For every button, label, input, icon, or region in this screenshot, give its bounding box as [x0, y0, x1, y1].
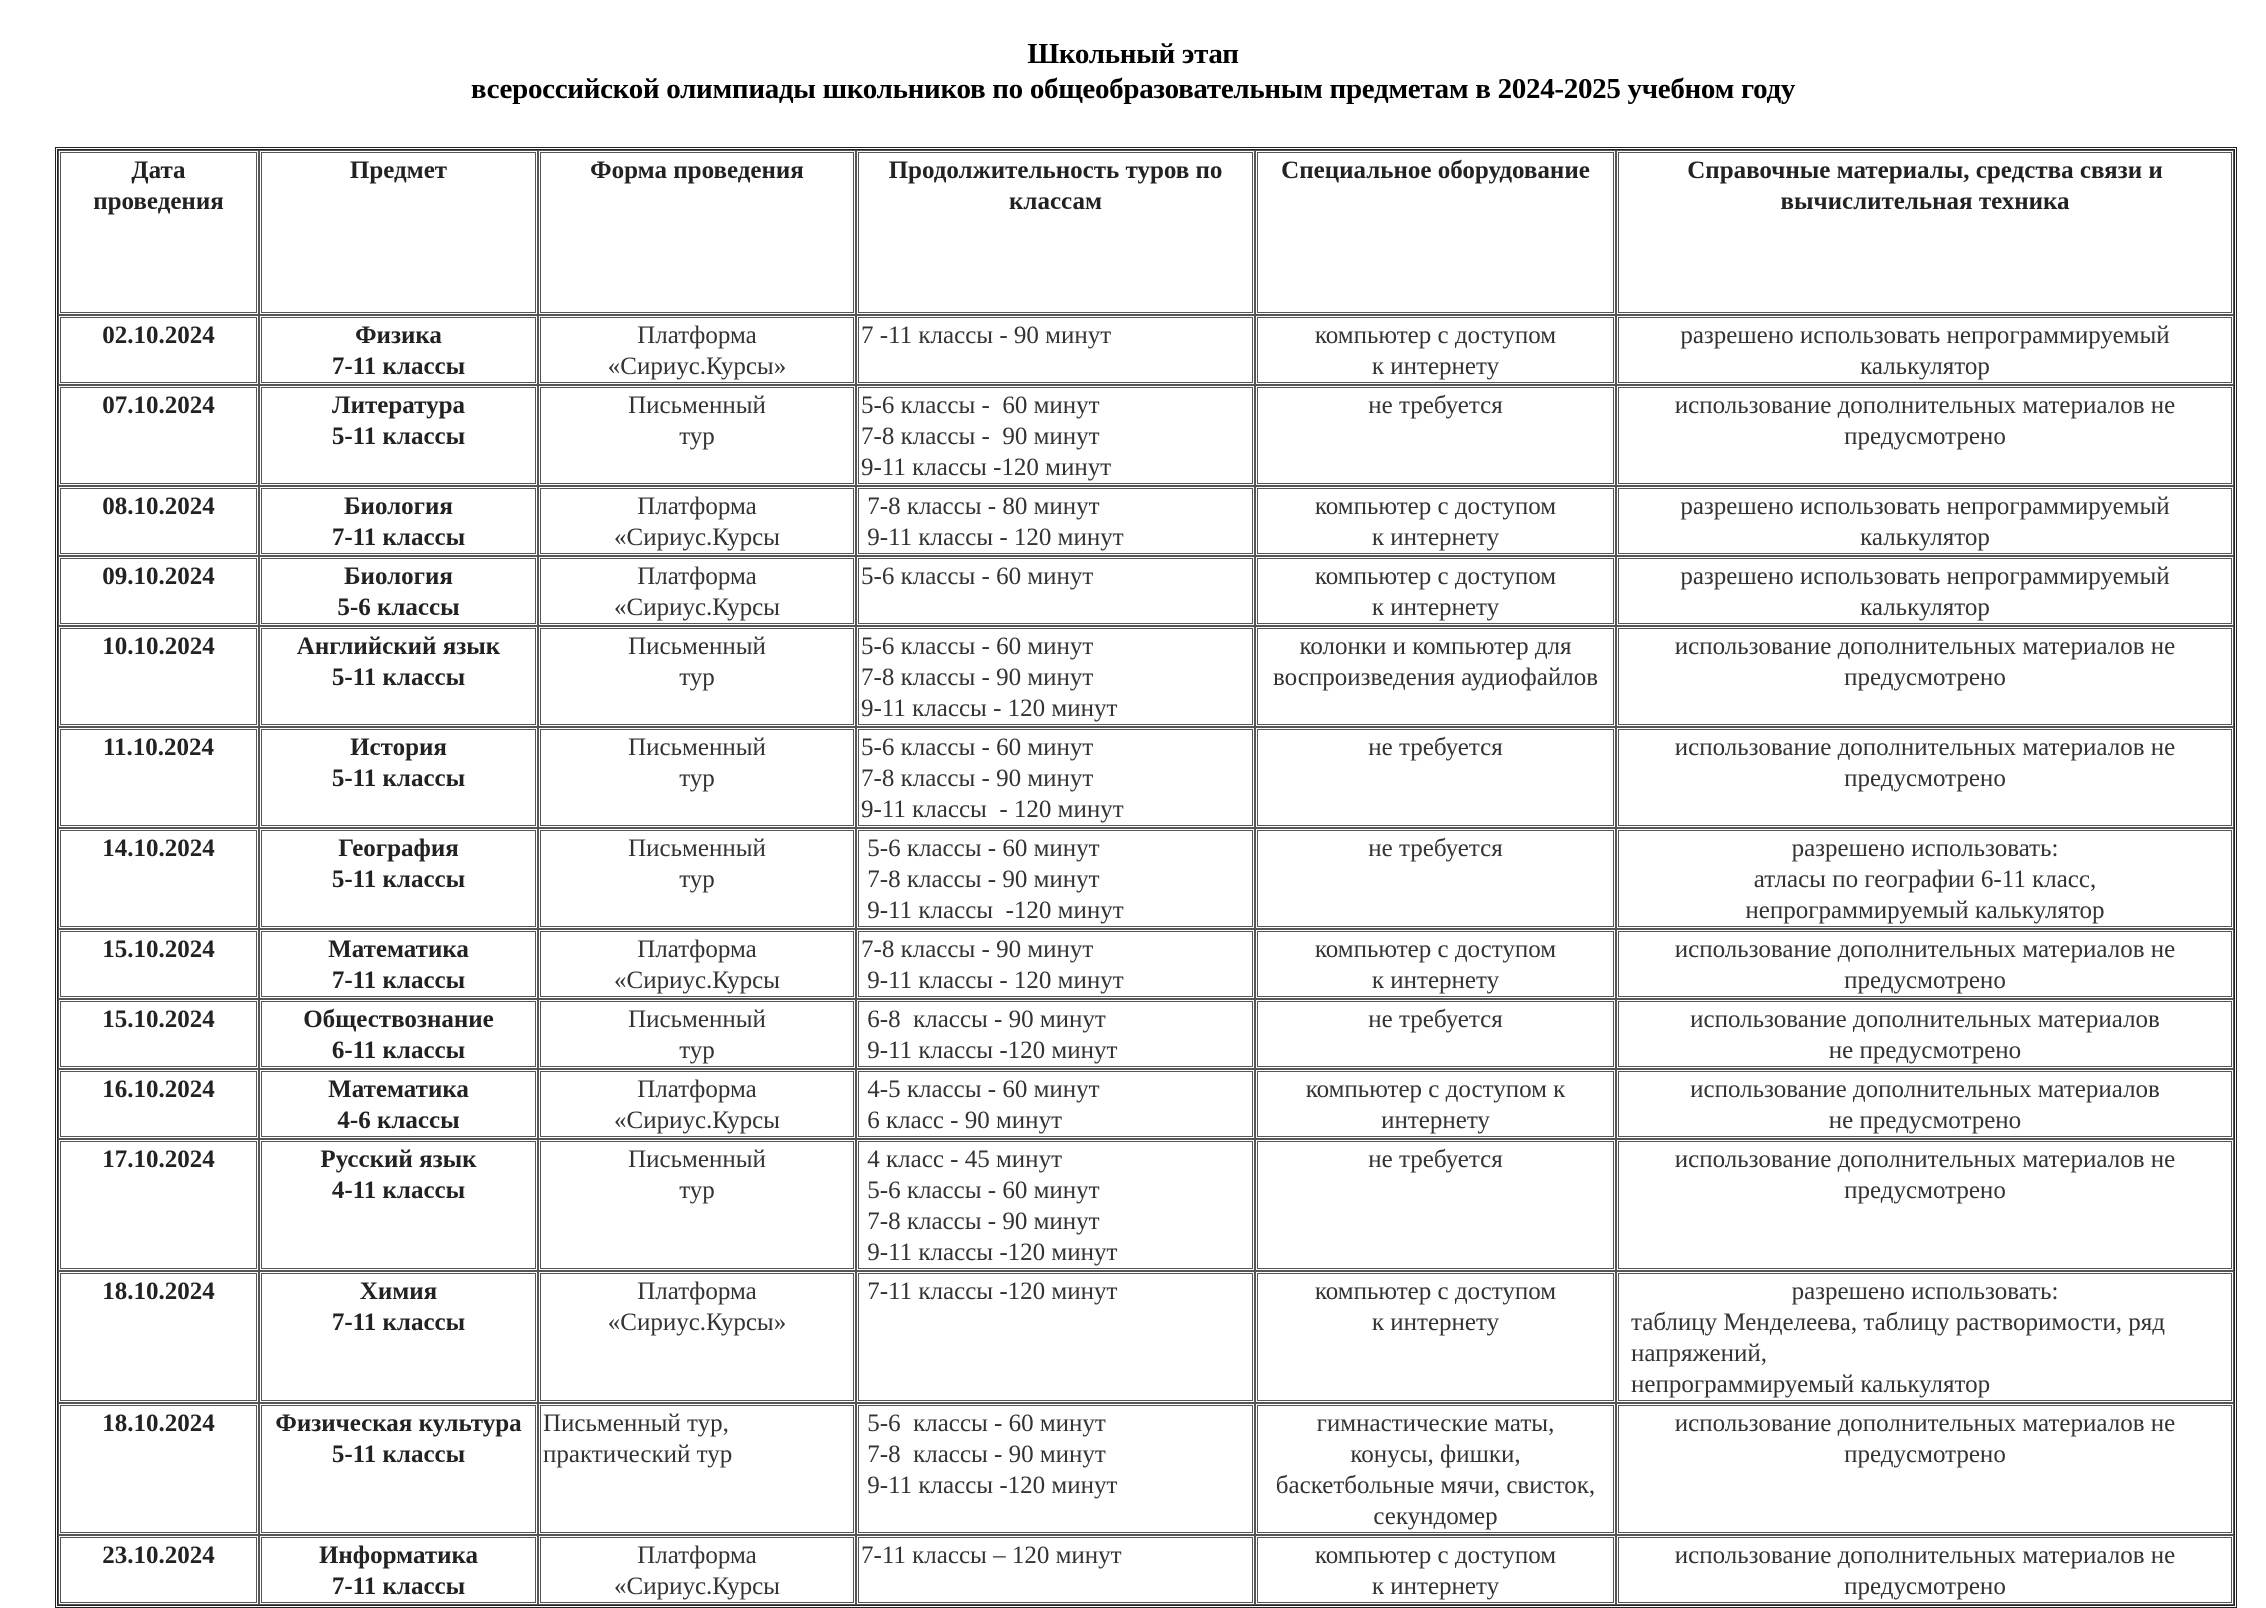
form-cell — [538, 385, 856, 486]
table-row — [58, 999, 2234, 1069]
document-subtitle: всероссийской олимпиады школьников по общеобразовательным предметам в 2024-2025 учебном году — [470, 73, 1796, 105]
duration-cell — [856, 828, 1255, 929]
subject-cell-line: 6-11 классы — [331, 1037, 466, 1064]
form-cell-line: «Сириус.Курсы — [614, 967, 780, 994]
reference-cell — [1616, 1271, 2234, 1403]
form-cell — [538, 1069, 856, 1139]
header-line: Специальное оборудование — [1281, 157, 1590, 184]
subject-cell-line: Английский язык — [296, 633, 501, 660]
column-header-equipment — [1255, 150, 1616, 315]
form-cell-line: «Сириус.Курсы — [614, 1573, 780, 1600]
header-line: вычислительная техника — [1780, 188, 2070, 215]
equipment-cell-line: интернету — [1381, 1107, 1490, 1134]
subject-cell-line: Биология — [344, 493, 453, 520]
subject-cell-line: 5-11 классы — [331, 1441, 466, 1468]
date-cell: 15.10.2024 — [58, 999, 259, 1069]
equipment-cell-line: баскетбольные мячи, свисток, — [1275, 1472, 1596, 1499]
equipment-cell — [1255, 1069, 1616, 1139]
reference-cell — [1616, 556, 2234, 626]
duration-cell-line: 9-11 классы -120 минут — [861, 1037, 1118, 1064]
subject-cell-line: Биология — [344, 563, 453, 590]
table-body — [58, 315, 2234, 1605]
duration-cell-line: 9-11 классы - 120 минут — [861, 524, 1124, 551]
table-row — [58, 1069, 2234, 1139]
subject-cell — [259, 999, 538, 1069]
reference-cell — [1616, 1403, 2234, 1535]
form-cell-line: Платформа — [637, 1542, 757, 1569]
duration-cell-line: 9-11 классы -120 минут — [861, 1472, 1118, 1499]
header-line: Дата — [131, 157, 186, 184]
form-cell — [538, 929, 856, 999]
subject-cell-line: География — [338, 835, 459, 862]
reference-cell — [1616, 727, 2234, 828]
duration-cell-line: 5-6 классы - 60 минут — [861, 734, 1094, 761]
date-cell: 16.10.2024 — [58, 1069, 259, 1139]
date-cell: 18.10.2024 — [58, 1403, 259, 1535]
date-cell: 23.10.2024 — [58, 1535, 259, 1605]
date-cell: 15.10.2024 — [58, 929, 259, 999]
reference-cell — [1616, 315, 2234, 385]
equipment-cell-line: секундомер — [1373, 1503, 1498, 1530]
subject-cell — [259, 1403, 538, 1535]
subject-cell — [259, 1139, 538, 1271]
duration-cell-line: 9-11 классы -120 минут — [861, 454, 1112, 481]
form-cell-line: практический тур — [543, 1441, 733, 1468]
header-line: Форма проведения — [590, 157, 804, 184]
reference-cell-line: использование дополнительных материалов не — [1674, 936, 2176, 963]
equipment-cell-line: к интернету — [1371, 1573, 1500, 1600]
duration-cell — [856, 315, 1255, 385]
reference-cell-line: непрограммируемый калькулятор — [1745, 897, 2105, 924]
duration-cell-line: 9-11 классы -120 минут — [861, 897, 1124, 924]
reference-cell-line: не предусмотрено — [1828, 1107, 2022, 1134]
reference-cell-line: предусмотрено — [1844, 765, 2006, 792]
date-cell: 18.10.2024 — [58, 1271, 259, 1403]
equipment-cell-line: к интернету — [1371, 353, 1500, 380]
form-cell-line: «Сириус.Курсы» — [607, 353, 787, 380]
form-cell — [538, 556, 856, 626]
duration-cell — [856, 385, 1255, 486]
reference-cell — [1616, 828, 2234, 929]
duration-cell-line: 5-6 классы - 60 минут — [861, 1410, 1106, 1437]
reference-cell-line: предусмотрено — [1844, 1177, 2006, 1204]
table-row — [58, 1403, 2234, 1535]
reference-cell-line: использование дополнительных материалов не — [1674, 1410, 2176, 1437]
equipment-cell-line: компьютер с доступом — [1314, 1542, 1557, 1569]
subject-cell — [259, 1069, 538, 1139]
equipment-cell-line: компьютер с доступом — [1314, 936, 1557, 963]
reference-cell-line: предусмотрено — [1844, 664, 2006, 691]
reference-cell-line: использование дополнительных материалов не — [1674, 633, 2176, 660]
form-cell-line: Письменный — [628, 633, 766, 660]
subject-cell-line: Математика — [328, 1076, 469, 1103]
subject-cell-line: 4-6 классы — [337, 1107, 460, 1134]
table-row — [58, 1535, 2234, 1605]
duration-cell-line: 7-8 классы - 90 минут — [861, 1441, 1106, 1468]
form-cell-line: Платформа — [637, 1278, 757, 1305]
subject-cell-line: Обществознание — [303, 1006, 494, 1033]
header-line: Продолжительность туров по — [888, 157, 1223, 184]
subject-cell-line: 7-11 классы — [331, 967, 466, 994]
duration-cell — [856, 727, 1255, 828]
subject-cell-line: 5-11 классы — [331, 866, 466, 893]
form-cell-line: Платформа — [637, 493, 757, 520]
duration-cell — [856, 556, 1255, 626]
subject-cell-line: 7-11 классы — [331, 1309, 466, 1336]
duration-cell-line: 5-6 классы - 60 минут — [861, 563, 1094, 590]
reference-cell — [1616, 486, 2234, 556]
subject-cell-line: Литература — [331, 392, 466, 419]
equipment-cell — [1255, 999, 1616, 1069]
table-header-row — [58, 150, 2234, 315]
duration-cell — [856, 1535, 1255, 1605]
duration-cell-line: 7-11 классы – 120 минут — [861, 1542, 1122, 1569]
duration-cell — [856, 1069, 1255, 1139]
form-cell-line: Письменный — [628, 734, 766, 761]
reference-cell — [1616, 999, 2234, 1069]
reference-cell — [1616, 1069, 2234, 1139]
reference-cell-line: калькулятор — [1860, 524, 1990, 551]
reference-cell-line: непрограммируемый калькулятор — [1631, 1371, 1991, 1398]
duration-cell — [856, 929, 1255, 999]
reference-cell-line: разрешено использовать непрограммируемый — [1680, 322, 2170, 349]
form-cell — [538, 727, 856, 828]
date-cell: 07.10.2024 — [58, 385, 259, 486]
date-cell: 08.10.2024 — [58, 486, 259, 556]
duration-cell-line: 9-11 классы - 120 минут — [861, 796, 1124, 823]
equipment-cell-line: колонки и компьютер для — [1299, 633, 1572, 660]
date-cell: 09.10.2024 — [58, 556, 259, 626]
subject-cell — [259, 1535, 538, 1605]
subject-cell-line: Информатика — [318, 1542, 479, 1569]
subject-cell — [259, 929, 538, 999]
reference-cell-line: использование дополнительных материалов не — [1674, 1146, 2176, 1173]
duration-cell-line: 9-11 классы - 120 минут — [861, 967, 1124, 994]
form-cell — [538, 999, 856, 1069]
form-cell — [538, 1535, 856, 1605]
header-line: классам — [1009, 188, 1102, 215]
equipment-cell-line: компьютер с доступом — [1314, 493, 1557, 520]
reference-cell-line: калькулятор — [1860, 594, 1990, 621]
subject-cell — [259, 556, 538, 626]
subject-cell-line: История — [350, 734, 447, 761]
form-cell-line: Письменный — [628, 392, 766, 419]
equipment-cell-line: к интернету — [1371, 524, 1500, 551]
equipment-cell — [1255, 929, 1616, 999]
duration-cell-line: 7-11 классы -120 минут — [861, 1278, 1118, 1305]
table-row — [58, 1271, 2234, 1403]
equipment-cell-line: не требуется — [1368, 835, 1503, 862]
reference-cell-line: предусмотрено — [1844, 967, 2006, 994]
date-cell: 14.10.2024 — [58, 828, 259, 929]
form-cell-line: «Сириус.Курсы — [614, 594, 780, 621]
subject-cell — [259, 385, 538, 486]
table-row — [58, 828, 2234, 929]
reference-cell — [1616, 1139, 2234, 1271]
subject-cell — [259, 486, 538, 556]
equipment-cell-line: гимнастические маты, — [1316, 1410, 1555, 1437]
duration-cell-line: 7-8 классы - 90 минут — [861, 1208, 1100, 1235]
form-cell-line: «Сириус.Курсы — [614, 1107, 780, 1134]
reference-cell-line: разрешено использовать непрограммируемый — [1680, 493, 2170, 520]
table-row — [58, 1139, 2234, 1271]
table-row — [58, 626, 2234, 727]
subject-cell — [259, 626, 538, 727]
duration-cell-line: 7-8 классы - 90 минут — [861, 866, 1100, 893]
duration-cell-line: 7 -11 классы - 90 минут — [861, 322, 1112, 349]
reference-cell — [1616, 1535, 2234, 1605]
form-cell-line: Письменный — [628, 835, 766, 862]
olympiad-schedule-table — [55, 147, 2237, 1608]
duration-cell-line: 4-5 классы - 60 минут — [861, 1076, 1100, 1103]
duration-cell-line: 4 класс - 45 минут — [861, 1146, 1062, 1173]
equipment-cell-line: не требуется — [1368, 734, 1503, 761]
duration-cell-line: 7-8 классы - 90 минут — [861, 664, 1094, 691]
reference-cell-line: калькулятор — [1860, 353, 1990, 380]
reference-cell — [1616, 385, 2234, 486]
subject-cell-line: 7-11 классы — [331, 1573, 466, 1600]
duration-cell — [856, 1139, 1255, 1271]
header-line: проведения — [93, 188, 224, 215]
form-cell-line: Платформа — [637, 1076, 757, 1103]
form-cell-line: Платформа — [637, 936, 757, 963]
duration-cell — [856, 486, 1255, 556]
equipment-cell — [1255, 315, 1616, 385]
equipment-cell-line: компьютер с доступом — [1314, 1278, 1557, 1305]
reference-cell-line: использование дополнительных материалов — [1690, 1006, 2160, 1033]
duration-cell-line: 5-6 классы - 60 минут — [861, 1177, 1100, 1204]
equipment-cell — [1255, 727, 1616, 828]
equipment-cell-line: компьютер с доступом — [1314, 563, 1557, 590]
equipment-cell — [1255, 1403, 1616, 1535]
duration-cell-line: 9-11 классы -120 минут — [861, 1239, 1118, 1266]
form-cell-line: тур — [679, 423, 715, 450]
subject-cell-line: 5-6 классы — [337, 594, 460, 621]
column-header-form — [538, 150, 856, 315]
form-cell — [538, 626, 856, 727]
subject-cell-line: Физика — [355, 322, 442, 349]
column-header-date — [58, 150, 259, 315]
form-cell-line: тур — [679, 664, 715, 691]
form-cell — [538, 1403, 856, 1535]
subject-cell-line: Физическая культура — [275, 1410, 522, 1437]
duration-cell-line: 6-8 классы - 90 минут — [861, 1006, 1106, 1033]
equipment-cell-line: конусы, фишки, — [1350, 1441, 1521, 1468]
form-cell — [538, 486, 856, 556]
reference-cell-line: предусмотрено — [1844, 1441, 2006, 1468]
duration-cell — [856, 999, 1255, 1069]
equipment-cell-line: компьютер с доступом к — [1305, 1076, 1566, 1103]
subject-cell-line: 5-11 классы — [331, 765, 466, 792]
column-header-reference — [1616, 150, 2234, 315]
equipment-cell-line: воспроизведения аудиофайлов — [1272, 664, 1599, 691]
reference-cell-line: использование дополнительных материалов не — [1674, 734, 2176, 761]
equipment-cell — [1255, 828, 1616, 929]
duration-cell-line: 9-11 классы - 120 минут — [861, 695, 1118, 722]
duration-cell — [856, 1271, 1255, 1403]
subject-cell — [259, 1271, 538, 1403]
subject-cell-line: Русский язык — [320, 1146, 477, 1173]
subject-cell — [259, 828, 538, 929]
header-line: Предмет — [349, 157, 448, 184]
form-cell-line: «Сириус.Курсы — [614, 524, 780, 551]
column-header-duration — [856, 150, 1255, 315]
equipment-cell-line: к интернету — [1371, 967, 1500, 994]
form-cell-line: Платформа — [637, 322, 757, 349]
equipment-cell-line: к интернету — [1371, 594, 1500, 621]
duration-cell-line: 7-8 классы - 80 минут — [861, 493, 1100, 520]
reference-cell-line: напряжений, — [1631, 1340, 1767, 1367]
reference-cell-line: разрешено использовать: — [1791, 1278, 2059, 1305]
table-row — [58, 929, 2234, 999]
reference-cell-line: использование дополнительных материалов не — [1674, 1542, 2176, 1569]
reference-cell-line: таблицу Менделеева, таблицу растворимости, ряд — [1631, 1309, 2165, 1336]
reference-cell-line: разрешено использовать: — [1791, 835, 2059, 862]
equipment-cell-line: не требуется — [1368, 392, 1503, 419]
form-cell-line: тур — [679, 866, 715, 893]
subject-cell-line: Химия — [359, 1278, 438, 1305]
document-title: Школьный этап — [1027, 38, 1239, 70]
form-cell-line: Платформа — [637, 563, 757, 590]
form-cell-line: Письменный — [628, 1006, 766, 1033]
reference-cell — [1616, 626, 2234, 727]
subject-cell-line: Математика — [328, 936, 469, 963]
equipment-cell — [1255, 556, 1616, 626]
subject-cell — [259, 727, 538, 828]
subject-cell-line: 5-11 классы — [331, 664, 466, 691]
date-cell: 17.10.2024 — [58, 1139, 259, 1271]
reference-cell-line: использование дополнительных материалов не — [1674, 392, 2176, 419]
subject-cell — [259, 315, 538, 385]
subject-cell-line: 7-11 классы — [331, 524, 466, 551]
equipment-cell — [1255, 1271, 1616, 1403]
equipment-cell — [1255, 1139, 1616, 1271]
duration-cell-line: 5-6 классы - 60 минут — [861, 835, 1100, 862]
reference-cell-line: предусмотрено — [1844, 423, 2006, 450]
table-row — [58, 727, 2234, 828]
duration-cell-line: 5-6 классы - 60 минут — [861, 392, 1100, 419]
reference-cell — [1616, 929, 2234, 999]
form-cell — [538, 1139, 856, 1271]
date-cell: 11.10.2024 — [58, 727, 259, 828]
date-cell: 02.10.2024 — [58, 315, 259, 385]
equipment-cell-line: к интернету — [1371, 1309, 1500, 1336]
reference-cell-line: разрешено использовать непрограммируемый — [1680, 563, 2170, 590]
table-row — [58, 385, 2234, 486]
table-row — [58, 315, 2234, 385]
duration-cell — [856, 626, 1255, 727]
duration-cell-line: 7-8 классы - 90 минут — [861, 936, 1094, 963]
form-cell-line: Письменный тур, — [543, 1410, 729, 1437]
form-cell — [538, 315, 856, 385]
table-row — [58, 486, 2234, 556]
form-cell-line: тур — [679, 1177, 715, 1204]
duration-cell-line: 7-8 классы - 90 минут — [861, 423, 1100, 450]
reference-cell-line: не предусмотрено — [1828, 1037, 2022, 1064]
equipment-cell-line: компьютер с доступом — [1314, 322, 1557, 349]
equipment-cell-line: не требуется — [1368, 1146, 1503, 1173]
date-cell: 10.10.2024 — [58, 626, 259, 727]
header-line: Справочные материалы, средства связи и — [1687, 157, 2163, 184]
form-cell-line: тур — [679, 1037, 715, 1064]
column-header-subject — [259, 150, 538, 315]
form-cell — [538, 1271, 856, 1403]
equipment-cell — [1255, 385, 1616, 486]
subject-cell-line: 4-11 классы — [331, 1177, 466, 1204]
form-cell — [538, 828, 856, 929]
subject-cell-line: 7-11 классы — [331, 353, 466, 380]
subject-cell-line: 5-11 классы — [331, 423, 466, 450]
equipment-cell — [1255, 1535, 1616, 1605]
form-cell-line: Письменный — [628, 1146, 766, 1173]
reference-cell-line: предусмотрено — [1844, 1573, 2006, 1600]
duration-cell-line: 6 класс - 90 минут — [861, 1107, 1062, 1134]
duration-cell — [856, 1403, 1255, 1535]
form-cell-line: тур — [679, 765, 715, 792]
equipment-cell — [1255, 486, 1616, 556]
reference-cell-line: атласы по географии 6-11 класс, — [1753, 866, 2097, 893]
table-row — [58, 556, 2234, 626]
duration-cell-line: 5-6 классы - 60 минут — [861, 633, 1094, 660]
reference-cell-line: использование дополнительных материалов — [1690, 1076, 2160, 1103]
duration-cell-line: 7-8 классы - 90 минут — [861, 765, 1094, 792]
equipment-cell — [1255, 626, 1616, 727]
form-cell-line: «Сириус.Курсы» — [607, 1309, 787, 1336]
equipment-cell-line: не требуется — [1368, 1006, 1503, 1033]
